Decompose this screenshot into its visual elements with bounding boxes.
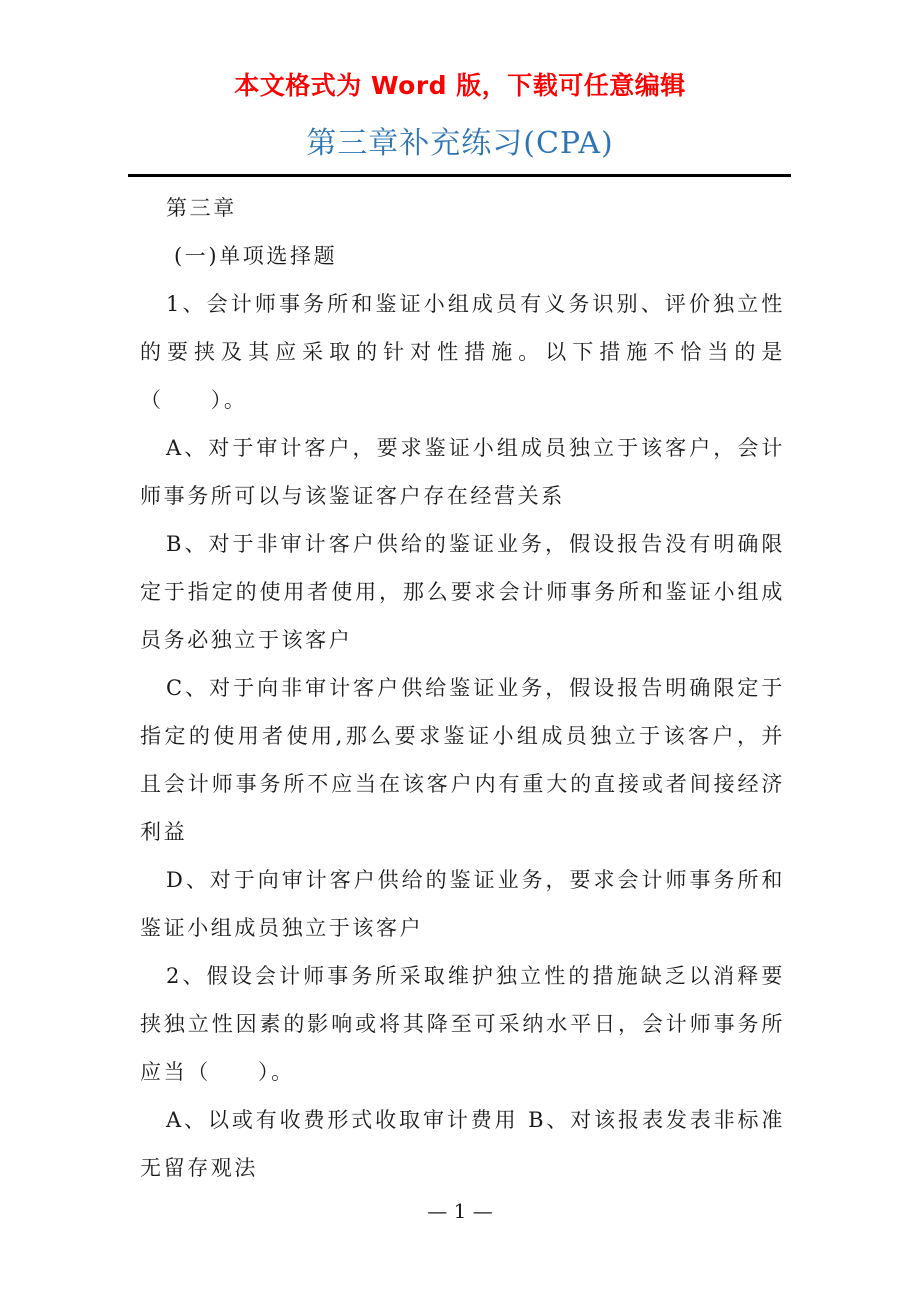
section-heading: (一)单项选择题 [174, 244, 338, 268]
question-2: 2、假设会计师事务所采取维护独立性的措施缺乏以消释要挟独立性因素的影响或将其降至可采纳水平日，会计师事务所应当（ ）。 [140, 964, 785, 1084]
question-1: 1、会计师事务所和鉴证小组成员有义务识别、评价独立性的要挟及其应采取的针对性措施。以下措施不恰当的是（ ）。 [140, 292, 785, 412]
question-1-option-a: A、对于审计客户，要求鉴证小组成员独立于该客户，会计师事务所可以与该鉴证客户存在经营关系 [140, 436, 785, 508]
question-1-option-c: C、对于向非审计客户供给鉴证业务，假设报告明确限定于指定的使用者使用,那么要求鉴证小组成员独立于该客户，并且会计师事务所不应当在该客户内有重大的直接或者间接经济利益 [140, 676, 785, 844]
question-1-option-d: D、对于向审计客户供给的鉴证业务，要求会计师事务所和鉴证小组成员独立于该客户 [140, 868, 785, 940]
document-title: 第三章补充练习(CPA) [306, 126, 614, 161]
download-banner: 本文格式为 Word 版，下载可任意编辑 [234, 71, 686, 100]
page-number: — 1 — [427, 1199, 493, 1223]
header-divider [128, 174, 791, 177]
question-2-options-ab: A、以或有收费形式收取审计费用 B、对该报表发表非标准无留存观法 [140, 1108, 785, 1180]
document-body [140, 184, 785, 1192]
chapter-heading: 第三章 [166, 196, 237, 220]
question-1-option-b: B、对于非审计客户供给的鉴证业务，假设报告没有明确限定于指定的使用者使用，那么要求会计师事务所和鉴证小组成员务必独立于该客户 [140, 532, 785, 652]
